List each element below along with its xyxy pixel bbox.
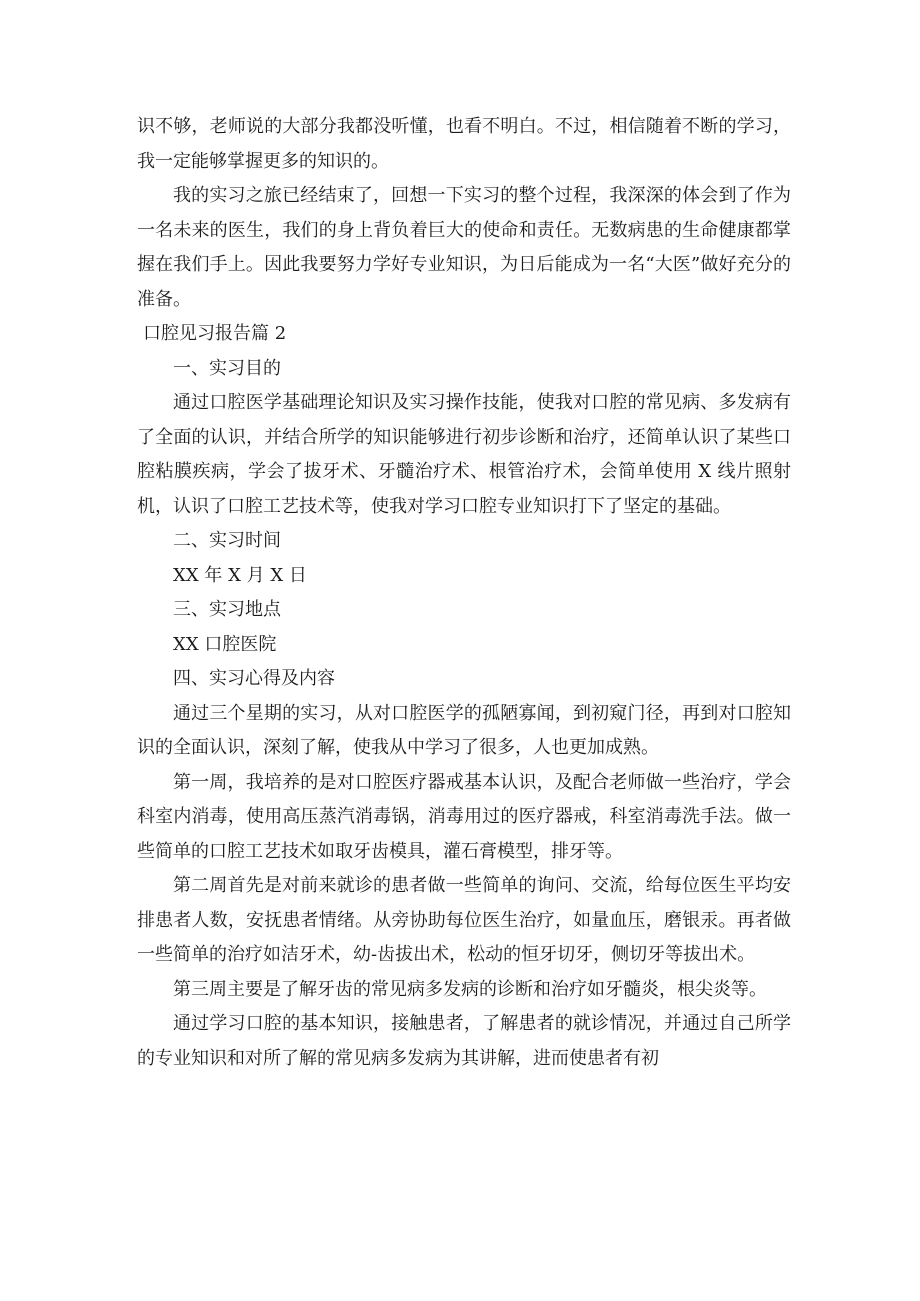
paragraph-continued: 识不够，老师说的大部分我都没听懂，也看不明白。不过，相信随着不断的学习，我一定能够掌握更多的知识的。 xyxy=(137,116,791,172)
paragraph: 通过三个星期的实习，从对口腔医学的孤陋寡闻，到初窥门径，再到对口腔知识的全面认识，深刻了解，使我从中学习了很多，人也更加成熟。 xyxy=(137,702,791,758)
subsection-heading: 一、实习目的 xyxy=(173,357,281,379)
section-heading: 口腔见习报告篇 2 xyxy=(143,323,287,344)
subsection-heading: 三、实习地点 xyxy=(173,599,281,620)
date-line: XX 年 X 月 X 日 xyxy=(173,564,307,586)
paragraph: 通过口腔医学基础理论知识及实习操作技能，使我对口腔的常见病、多发病有了全面的认识，并结合所学的知识能够进行初步诊断和治疗，还简单认识了某些口腔粘膜疾病，学会了拔牙术、牙髓治疗术、根管治疗术，会简单使用 X 线片照射机，认识了口腔工艺技术等，使我对学习口腔专业知识打下了坚定的基础。 xyxy=(137,392,791,517)
subsection-heading: 二、实习时间 xyxy=(173,530,281,551)
subsection-heading: 四、实习心得及内容 xyxy=(173,668,335,689)
paragraph: 通过学习口腔的基本知识，接触患者，了解患者的就诊情况，并通过自己所学的专业知识和对所了解的常见病多发病为其讲解，进而使患者有初 xyxy=(137,1013,791,1069)
paragraph: 第三周主要是了解牙齿的常见病多发病的诊断和治疗如牙髓炎，根尖炎等。 xyxy=(173,978,767,1000)
location-line: XX 口腔医院 xyxy=(173,633,277,655)
paragraph: 我的实习之旅已经结束了，回想一下实习的整个过程，我深深的体会到了作为一名未来的医生，我们的身上背负着巨大的使命和责任。无数病患的生命健康都掌握在我们手上。因此我要努力学好专业知识，为日后能成为一名“大医”做好充分的准备。 xyxy=(137,185,791,310)
paragraph: 第一周，我培养的是对口腔医疗器戒基本认识，及配合老师做一些治疗，学会科室内消毒，使用高压蒸汽消毒锅，消毒用过的医疗器戒，科室消毒洗手法。做一些简单的口腔工艺技术如取牙齿模具，灌石膏模型，排牙等。 xyxy=(137,771,791,862)
paragraph: 第二周首先是对前来就诊的患者做一些简单的询问、交流，给每位医生平均安排患者人数，安抚患者情绪。从旁协助每位医生治疗，如量血压，磨银汞。再者做一些简单的治疗如洁牙术，幼-齿拔出术，松动的恒牙切牙，侧切牙等拔出术。 xyxy=(137,875,791,965)
